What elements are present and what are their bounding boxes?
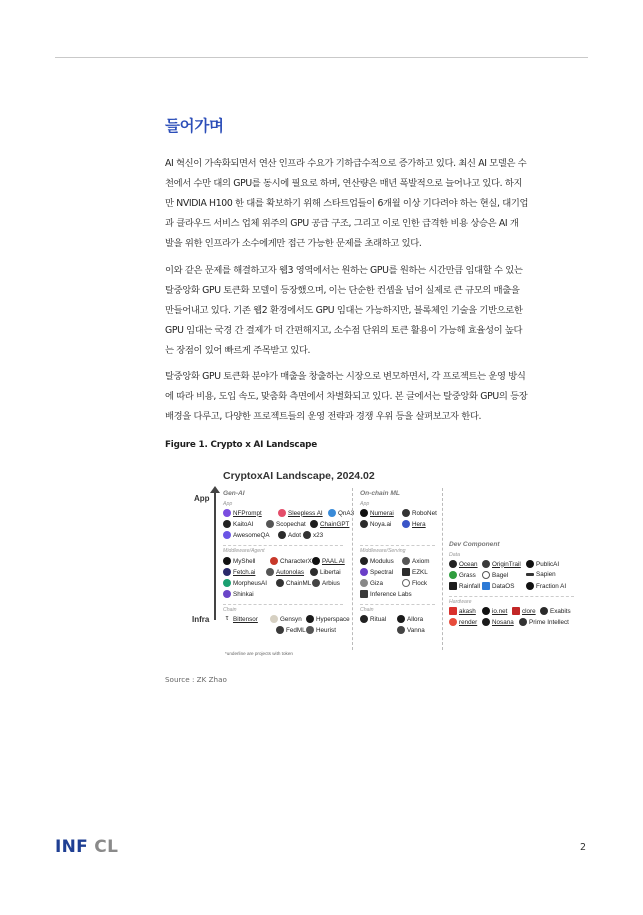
project-nosana: Nosana <box>482 618 514 626</box>
project-morpheusai: MorpheusAI <box>223 579 267 587</box>
project-qna3: QnA3 <box>328 509 354 517</box>
project-chainml: ChainML <box>276 579 311 587</box>
libertai-icon <box>310 568 318 576</box>
logo-sub: CL <box>94 837 119 857</box>
project-myshell: MyShell <box>223 557 255 565</box>
project-clore: clore <box>512 607 536 615</box>
onchain-divider-1 <box>360 545 435 546</box>
dev-component-heading: Dev Component <box>449 541 500 548</box>
fetch-ai-icon <box>223 568 231 576</box>
project-sleepless-ai: Sleepless AI <box>278 509 323 517</box>
project-noya-ai: Noya.ai <box>360 520 391 528</box>
onchain-divider-2 <box>360 604 435 605</box>
project-shinkai: Shinkai <box>223 590 254 598</box>
figure-title: CryptoxAI Landscape, 2024.02 <box>223 470 375 482</box>
fraction-ai-icon <box>526 582 534 590</box>
robonet-icon <box>402 509 410 517</box>
awesomeqa-icon <box>223 531 231 539</box>
project-prime-intellect: Prime Intellect <box>519 618 569 626</box>
arbius-icon <box>312 579 320 587</box>
bagel-icon <box>482 571 490 579</box>
paragraph-line: GPU 임대는 국경 간 결제가 더 간편해지고, 소수점 단위의 토큰 활용이 가능해 효율성이 높다 <box>165 325 523 337</box>
dataos-icon <box>482 582 490 590</box>
grass-icon <box>449 571 457 579</box>
hera-icon <box>402 520 410 528</box>
project-hera: Hera <box>402 520 426 528</box>
project-grass: Grass <box>449 571 476 579</box>
gen-ai-middleware-label: Middleware/Agent <box>223 548 265 554</box>
logo-main: INF <box>55 837 89 857</box>
numerai-icon <box>360 509 368 517</box>
project-autonolas: Autonolas <box>266 568 304 576</box>
paragraph-line: 에 따라 비용, 도입 속도, 맞춤화 측면에서 차별화되고 있다. 본 글에서는 탈중앙화 GPU의 등장 <box>165 391 528 403</box>
shinkai-icon <box>223 590 231 598</box>
nosana-icon <box>482 618 490 626</box>
autonolas-icon <box>266 568 274 576</box>
project-axiom: Axiom <box>402 557 430 565</box>
axis-label-app: App <box>194 494 210 503</box>
spectral-icon <box>360 568 368 576</box>
paragraph-line: 만들어내고 있다. 기존 웹2 환경에서도 GPU 임대는 가능하지만, 블록체인 기술을 기반으로한 <box>165 305 523 317</box>
project-dataos: DataOS <box>482 582 514 590</box>
project-ocean: Ocean <box>449 560 478 568</box>
project-giza: Giza <box>360 579 383 587</box>
project-vanna: Vanna <box>397 626 425 634</box>
allora-icon <box>397 615 405 623</box>
gensyn-icon <box>270 615 278 623</box>
exabits-icon <box>540 607 548 615</box>
render-icon <box>449 618 457 626</box>
sleepless-ai-icon <box>278 509 286 517</box>
kaitoai-icon <box>223 520 231 528</box>
project-numerai: Numerai <box>360 509 394 517</box>
project-fetch-ai: Fetch.ai <box>223 568 255 576</box>
project-exabits: Exabits <box>540 607 571 615</box>
gen-ai-app-label: App <box>223 501 233 507</box>
origintrail-icon <box>482 560 490 568</box>
project-bittensor: τ Bittensor <box>223 615 258 623</box>
project-robonet: RoboNet <box>402 509 437 517</box>
flock-icon <box>402 579 410 587</box>
akash-icon <box>449 607 457 615</box>
project-spectral: Spectral <box>360 568 393 576</box>
column-divider-2 <box>442 488 443 650</box>
paragraph-line: 과 클라우드 서비스 업체 위주의 GPU 공급 구조, 그리고 이로 인한 급격한 비용 상승은 AI 개 <box>165 218 519 230</box>
project-arbius: Arbius <box>312 579 340 587</box>
paragraph-line: 이와 같은 문제를 해결하고자 웹3 영역에서는 원하는 GPU를 원하는 시간만큼 임대할 수 있는 <box>165 265 523 276</box>
project-kaitoai: KaitoAI <box>223 520 253 528</box>
x23-icon <box>303 531 311 539</box>
gen-ai-chain-label: Chain <box>223 607 237 613</box>
io-net-icon <box>482 607 490 615</box>
paragraph-2 <box>165 261 597 361</box>
ocean-icon <box>449 560 457 568</box>
project-heurist: Heurist <box>306 626 336 634</box>
project-characterx: CharacterX <box>270 557 312 565</box>
prime-intellect-icon <box>519 618 527 626</box>
project-gensyn: Gensyn <box>270 615 302 623</box>
fedml-icon <box>276 626 284 634</box>
scopechat-icon <box>266 520 274 528</box>
figure-source: Source : ZK Zhao <box>165 675 227 684</box>
sapien-icon <box>526 573 534 576</box>
morpheusai-icon <box>223 579 231 587</box>
project-adot: Adot <box>278 531 301 539</box>
noya-ai-icon <box>360 520 368 528</box>
paragraph-line: 천에서 수만 대의 GPU를 동시에 필요로 하며, 연산량은 매년 폭발적으로 늘어나고 있다. 하지 <box>165 178 523 190</box>
project-sapien: Sapien <box>526 571 556 578</box>
project-modulus: Modulus <box>360 557 394 565</box>
project-origintrail: OriginTrail <box>482 560 521 568</box>
axiom-icon <box>402 557 410 565</box>
column-divider-1 <box>352 488 353 650</box>
nfprompt-icon <box>223 509 231 517</box>
adot-icon <box>278 531 286 539</box>
hyperspace-icon <box>306 615 314 623</box>
project-inference-labs: Inference Labs <box>360 590 412 598</box>
stack-axis <box>214 490 216 620</box>
project-paal-ai: PAAL AI <box>312 557 345 565</box>
dev-divider-1 <box>449 596 574 597</box>
ezkl-icon <box>402 568 410 576</box>
paragraph-line: 배경을 다루고, 다양한 프로젝트들의 운영 전략과 경쟁 우위 등을 살펴보고자 한다. <box>165 411 482 423</box>
paragraph-line: AI 혁신이 가속화되면서 연산 인프라 수요가 기하급수적으로 증가하고 있다. 최신 AI 모델은 수 <box>165 158 527 169</box>
project-awesomeqa: AwesomeQA <box>223 531 270 539</box>
page-number: 2 <box>580 842 587 853</box>
paragraph-1 <box>165 154 597 254</box>
clore-icon <box>512 607 520 615</box>
project-ezkl: EZKL <box>402 568 428 576</box>
project-fraction-ai: Fraction AI <box>526 582 566 590</box>
chainml-icon <box>276 579 284 587</box>
paragraph-line: 탈중앙화 GPU 토큰화 분야가 매출을 창출하는 시장으로 변모하면서, 각 프로젝트는 운영 방식 <box>165 371 526 382</box>
gen-ai-heading: Gen-AI <box>223 490 245 497</box>
project-nfprompt: NFPrompt <box>223 509 262 517</box>
qna3-icon <box>328 509 336 517</box>
bittensor-icon: τ <box>225 615 229 622</box>
figure-caption: Figure 1. Crypto x AI Landscape <box>165 440 318 450</box>
project-io-net: io.net <box>482 607 507 615</box>
dev-data-label: Data <box>449 552 460 558</box>
chaingpt-icon <box>310 520 318 528</box>
paragraph-line: 발을 위한 인프라가 소수에게만 접근 가능한 문제를 초래하고 있다. <box>165 238 422 250</box>
ritual-icon <box>360 615 368 623</box>
section-title: 들어가며 <box>165 117 224 135</box>
landscape-figure <box>192 462 607 662</box>
figure-note: *underline are projects with token <box>225 651 293 656</box>
rainfall-icon <box>449 582 457 590</box>
project-scopechat: Scopechat <box>266 520 306 528</box>
gen-ai-divider-2 <box>223 604 343 605</box>
vanna-icon <box>397 626 405 634</box>
gen-ai-divider-1 <box>223 545 343 546</box>
project-libertai: Libertai <box>310 568 341 576</box>
project-bagel: Bagel <box>482 571 508 579</box>
myshell-icon <box>223 557 231 565</box>
heurist-icon <box>306 626 314 634</box>
inference-labs-icon <box>360 590 368 598</box>
paal-ai-icon <box>312 557 320 565</box>
project-chaingpt: ChainGPT <box>310 520 349 528</box>
project-publicai: PublicAI <box>526 560 559 568</box>
project-flock: Flock <box>402 579 427 587</box>
dev-hardware-label: Hardware <box>449 599 472 605</box>
onchain-chain-label: Chain <box>360 607 374 613</box>
paragraph-line: 만 NVIDIA H100 한 대를 확보하기 위해 스타트업들이 6개월 이상 기다려야 하는 현실, 대기업 <box>165 198 529 210</box>
paragraph-3 <box>165 367 597 427</box>
project-ritual: Ritual <box>360 615 386 623</box>
axis-label-infra: Infra <box>192 615 210 624</box>
onchain-ml-heading: On-chain ML <box>360 490 400 497</box>
onchain-middleware-label: Middleware/Serving <box>360 548 406 554</box>
paragraph-line: 탈중앙화 GPU 토큰화 모델이 등장했으며, 이는 단순한 컨셉을 넘어 실제로 큰 규모의 매출을 <box>165 285 520 297</box>
top-divider <box>55 57 588 58</box>
modulus-icon <box>360 557 368 565</box>
onchain-ml-app-label: App <box>360 501 370 507</box>
project-allora: Allora <box>397 615 423 623</box>
project-x23: x23 <box>303 531 323 539</box>
project-rainfall: Rainfall <box>449 582 480 590</box>
infcl-logo <box>55 837 118 857</box>
publicai-icon <box>526 560 534 568</box>
project-fedml: FedML <box>276 626 306 634</box>
project-hyperspace: Hyperspace <box>306 615 350 623</box>
project-render: render <box>449 618 477 626</box>
project-akash: akash <box>449 607 476 615</box>
paragraph-line: 는 장점이 있어 빠르게 주목받고 있다. <box>165 345 311 357</box>
giza-icon <box>360 579 368 587</box>
characterx-icon <box>270 557 278 565</box>
